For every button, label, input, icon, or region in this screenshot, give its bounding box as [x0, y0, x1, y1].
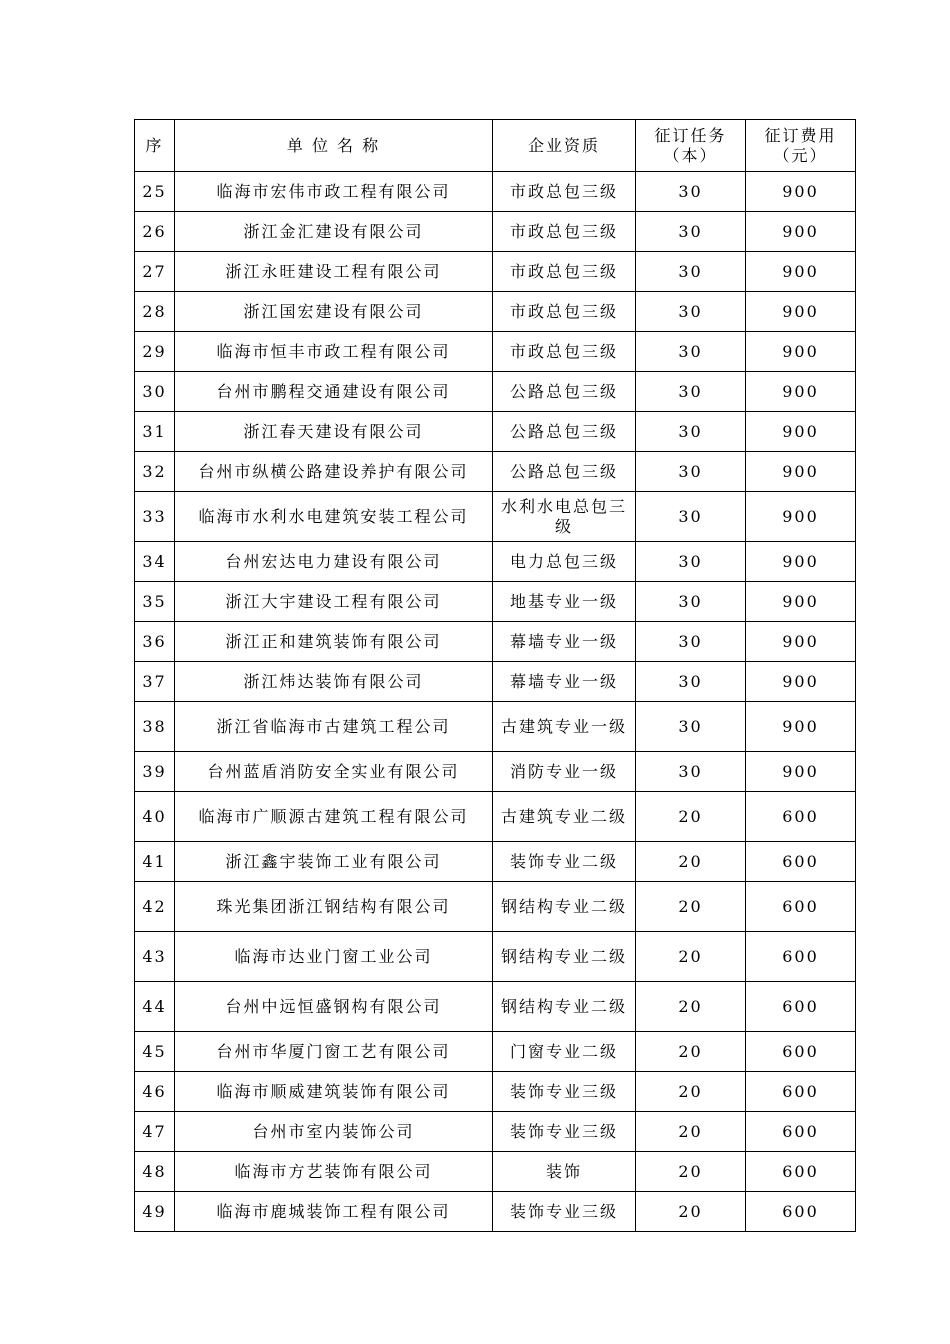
- cell-name: 临海市水利水电建筑安装工程公司: [175, 492, 493, 542]
- subscription-table: [134, 119, 856, 1232]
- cell-fee: 900: [746, 412, 856, 452]
- cell-qualification: 电力总包三级: [493, 542, 636, 582]
- cell-fee: 900: [746, 622, 856, 662]
- cell-qualification: 市政总包三级: [493, 212, 636, 252]
- cell-name: 台州中远恒盛钢构有限公司: [175, 982, 493, 1032]
- cell-qualification: 装饰: [493, 1152, 636, 1192]
- cell-name: 浙江永旺建设工程有限公司: [175, 252, 493, 292]
- cell-task: 20: [636, 1152, 746, 1192]
- cell-qualification: 公路总包三级: [493, 452, 636, 492]
- cell-seq: 39: [135, 752, 175, 792]
- table-row: [135, 332, 856, 372]
- cell-qualification: 水利水电总包三级: [493, 492, 636, 542]
- cell-name: 临海市恒丰市政工程有限公司: [175, 332, 493, 372]
- header-fee: 征订费用（元）: [746, 120, 856, 172]
- cell-fee: 900: [746, 332, 856, 372]
- cell-task: 30: [636, 172, 746, 212]
- cell-name: 临海市方艺装饰有限公司: [175, 1152, 493, 1192]
- table-row: [135, 882, 856, 932]
- cell-name: 浙江正和建筑装饰有限公司: [175, 622, 493, 662]
- table-row: [135, 412, 856, 452]
- cell-name: 浙江大宇建设工程有限公司: [175, 582, 493, 622]
- table-row: [135, 1192, 856, 1232]
- cell-name: 台州市室内装饰公司: [175, 1112, 493, 1152]
- cell-name: 浙江春天建设有限公司: [175, 412, 493, 452]
- cell-fee: 900: [746, 172, 856, 212]
- cell-qualification: 消防专业一级: [493, 752, 636, 792]
- cell-qualification: 市政总包三级: [493, 172, 636, 212]
- cell-name: 临海市顺威建筑装饰有限公司: [175, 1072, 493, 1112]
- cell-fee: 900: [746, 492, 856, 542]
- table-row: [135, 932, 856, 982]
- cell-fee: 600: [746, 1032, 856, 1072]
- table-row: [135, 452, 856, 492]
- cell-seq: 35: [135, 582, 175, 622]
- cell-name: 台州市华厦门窗工艺有限公司: [175, 1032, 493, 1072]
- table-row: [135, 1032, 856, 1072]
- cell-task: 30: [636, 252, 746, 292]
- cell-name: 珠光集团浙江钢结构有限公司: [175, 882, 493, 932]
- cell-task: 20: [636, 1072, 746, 1112]
- cell-name: 台州市纵横公路建设养护有限公司: [175, 452, 493, 492]
- cell-seq: 30: [135, 372, 175, 412]
- cell-task: 20: [636, 1192, 746, 1232]
- header-name: 单 位 名 称: [175, 120, 493, 172]
- cell-qualification: 幕墙专业一级: [493, 662, 636, 702]
- cell-seq: 45: [135, 1032, 175, 1072]
- cell-qualification: 市政总包三级: [493, 252, 636, 292]
- cell-seq: 28: [135, 292, 175, 332]
- cell-qualification: 古建筑专业一级: [493, 702, 636, 752]
- table-row: [135, 1152, 856, 1192]
- header-qualification: 企业资质: [493, 120, 636, 172]
- cell-seq: 32: [135, 452, 175, 492]
- cell-name: 台州宏达电力建设有限公司: [175, 542, 493, 582]
- table-header-row: [135, 120, 856, 172]
- cell-qualification: 装饰专业二级: [493, 842, 636, 882]
- cell-seq: 36: [135, 622, 175, 662]
- cell-fee: 900: [746, 252, 856, 292]
- cell-name: 浙江炜达装饰有限公司: [175, 662, 493, 702]
- cell-fee: 600: [746, 1112, 856, 1152]
- cell-fee: 600: [746, 882, 856, 932]
- cell-task: 30: [636, 452, 746, 492]
- header-seq: 序: [135, 120, 175, 172]
- cell-name: 临海市达业门窗工业公司: [175, 932, 493, 982]
- table-row: [135, 292, 856, 332]
- cell-fee: 900: [746, 212, 856, 252]
- cell-fee: 600: [746, 982, 856, 1032]
- table-row: [135, 252, 856, 292]
- cell-seq: 27: [135, 252, 175, 292]
- cell-qualification: 钢结构专业二级: [493, 982, 636, 1032]
- cell-name: 临海市鹿城装饰工程有限公司: [175, 1192, 493, 1232]
- cell-task: 30: [636, 752, 746, 792]
- cell-fee: 900: [746, 292, 856, 332]
- header-task: 征订任务（本）: [636, 120, 746, 172]
- table-row: [135, 662, 856, 702]
- cell-qualification: 公路总包三级: [493, 412, 636, 452]
- cell-fee: 900: [746, 702, 856, 752]
- cell-fee: 600: [746, 842, 856, 882]
- cell-qualification: 钢结构专业二级: [493, 882, 636, 932]
- cell-seq: 41: [135, 842, 175, 882]
- cell-task: 20: [636, 1112, 746, 1152]
- table-row: [135, 172, 856, 212]
- cell-qualification: 市政总包三级: [493, 292, 636, 332]
- table-row: [135, 792, 856, 842]
- cell-seq: 26: [135, 212, 175, 252]
- cell-fee: 900: [746, 752, 856, 792]
- cell-name: 浙江鑫宇装饰工业有限公司: [175, 842, 493, 882]
- cell-fee: 900: [746, 452, 856, 492]
- cell-fee: 600: [746, 1072, 856, 1112]
- cell-qualification: 装饰专业三级: [493, 1192, 636, 1232]
- cell-seq: 46: [135, 1072, 175, 1112]
- cell-seq: 33: [135, 492, 175, 542]
- cell-name: 浙江国宏建设有限公司: [175, 292, 493, 332]
- cell-task: 30: [636, 292, 746, 332]
- table-row: [135, 982, 856, 1032]
- cell-seq: 38: [135, 702, 175, 752]
- cell-name: 浙江省临海市古建筑工程公司: [175, 702, 493, 752]
- cell-seq: 29: [135, 332, 175, 372]
- cell-task: 20: [636, 792, 746, 842]
- cell-task: 30: [636, 372, 746, 412]
- table-row: [135, 842, 856, 882]
- cell-name: 临海市宏伟市政工程有限公司: [175, 172, 493, 212]
- cell-fee: 900: [746, 662, 856, 702]
- cell-qualification: 装饰专业三级: [493, 1072, 636, 1112]
- cell-fee: 600: [746, 1152, 856, 1192]
- table-row: [135, 752, 856, 792]
- cell-task: 30: [636, 702, 746, 752]
- cell-task: 30: [636, 332, 746, 372]
- table-row: [135, 622, 856, 662]
- cell-qualification: 古建筑专业二级: [493, 792, 636, 842]
- cell-name: 临海市广顺源古建筑工程有限公司: [175, 792, 493, 842]
- cell-task: 20: [636, 882, 746, 932]
- cell-task: 30: [636, 212, 746, 252]
- cell-seq: 42: [135, 882, 175, 932]
- cell-seq: 47: [135, 1112, 175, 1152]
- cell-task: 30: [636, 622, 746, 662]
- table-body: [135, 172, 856, 1232]
- cell-fee: 900: [746, 582, 856, 622]
- cell-name: 台州市鹏程交通建设有限公司: [175, 372, 493, 412]
- table-row: [135, 1072, 856, 1112]
- cell-seq: 34: [135, 542, 175, 582]
- cell-qualification: 门窗专业二级: [493, 1032, 636, 1072]
- cell-task: 20: [636, 1032, 746, 1072]
- cell-seq: 48: [135, 1152, 175, 1192]
- cell-seq: 25: [135, 172, 175, 212]
- cell-name: 浙江金汇建设有限公司: [175, 212, 493, 252]
- cell-qualification: 地基专业一级: [493, 582, 636, 622]
- table-row: [135, 492, 856, 542]
- table-row: [135, 702, 856, 752]
- cell-qualification: 幕墙专业一级: [493, 622, 636, 662]
- cell-fee: 600: [746, 1192, 856, 1232]
- cell-qualification: 市政总包三级: [493, 332, 636, 372]
- cell-qualification: 公路总包三级: [493, 372, 636, 412]
- cell-seq: 37: [135, 662, 175, 702]
- cell-seq: 44: [135, 982, 175, 1032]
- cell-fee: 900: [746, 542, 856, 582]
- table-row: [135, 372, 856, 412]
- table-row: [135, 212, 856, 252]
- cell-qualification: 钢结构专业二级: [493, 932, 636, 982]
- cell-task: 30: [636, 662, 746, 702]
- cell-fee: 900: [746, 372, 856, 412]
- cell-task: 30: [636, 542, 746, 582]
- cell-task: 30: [636, 492, 746, 542]
- cell-task: 20: [636, 932, 746, 982]
- cell-name: 台州蓝盾消防安全实业有限公司: [175, 752, 493, 792]
- cell-task: 20: [636, 982, 746, 1032]
- cell-seq: 31: [135, 412, 175, 452]
- cell-fee: 600: [746, 932, 856, 982]
- cell-fee: 600: [746, 792, 856, 842]
- cell-task: 20: [636, 842, 746, 882]
- cell-seq: 49: [135, 1192, 175, 1232]
- table-row: [135, 1112, 856, 1152]
- table-row: [135, 542, 856, 582]
- cell-task: 30: [636, 582, 746, 622]
- cell-qualification: 装饰专业三级: [493, 1112, 636, 1152]
- cell-task: 30: [636, 412, 746, 452]
- cell-seq: 40: [135, 792, 175, 842]
- table-row: [135, 582, 856, 622]
- cell-seq: 43: [135, 932, 175, 982]
